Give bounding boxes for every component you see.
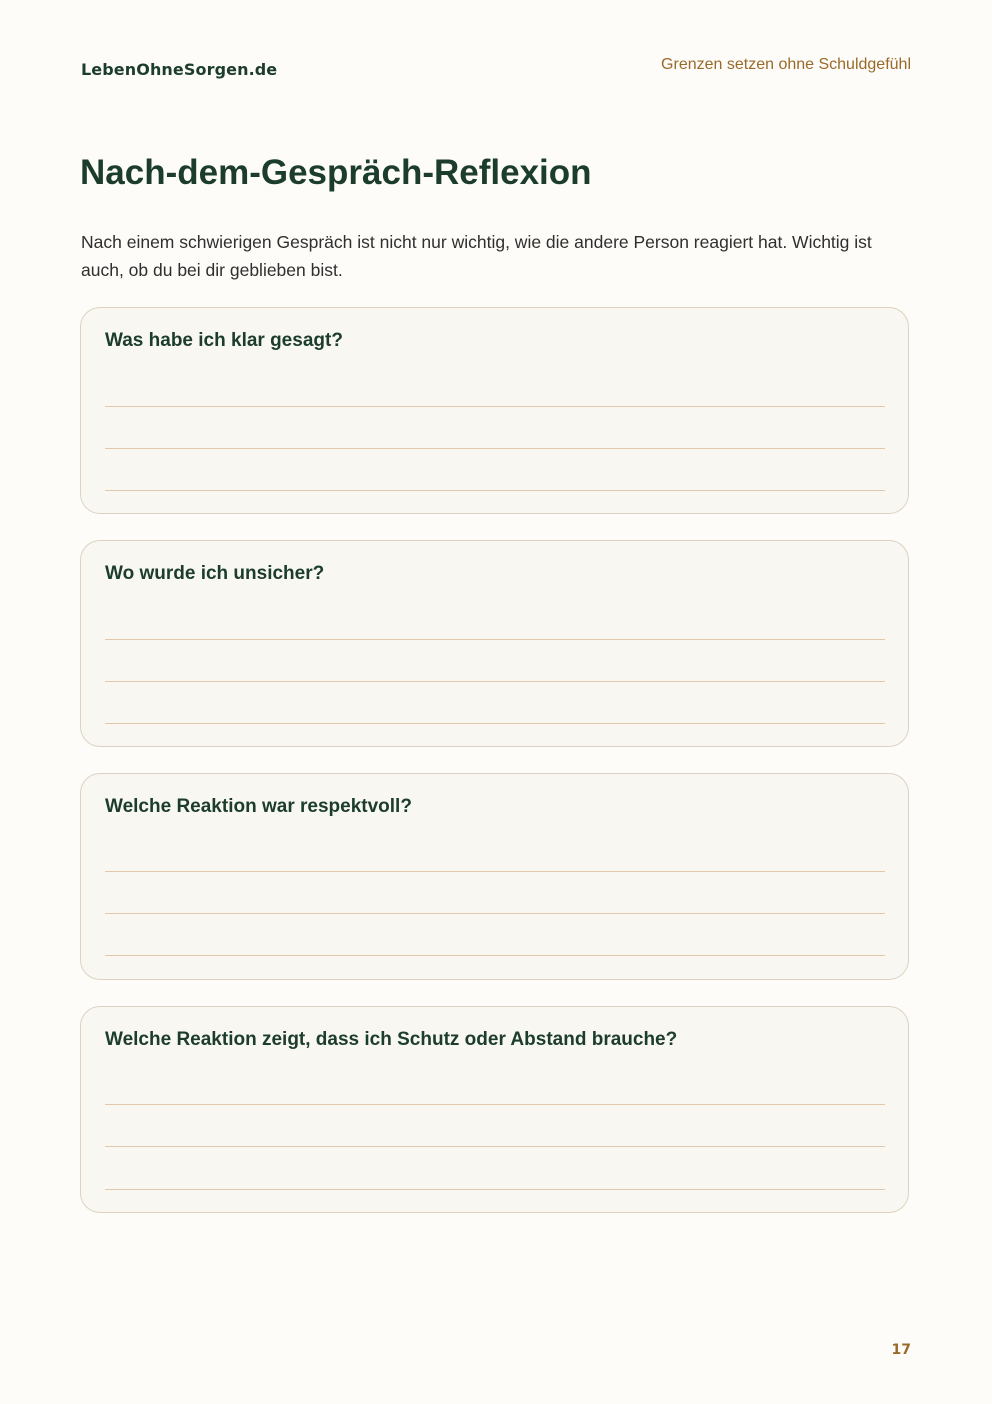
site-brand: LebenOhneSorgen.de [81, 60, 278, 79]
writing-line[interactable] [105, 955, 885, 956]
writing-line[interactable] [105, 639, 885, 640]
writing-line[interactable] [105, 1104, 885, 1105]
writing-line[interactable] [105, 490, 885, 491]
writing-line[interactable] [105, 681, 885, 682]
card-question: Welche Reaktion war respektvoll? [105, 796, 412, 817]
writing-line[interactable] [105, 1146, 885, 1147]
reflection-card-uncertainty [80, 540, 909, 747]
reflection-card-protection-distance [80, 1006, 909, 1213]
book-title: Grenzen setzen ohne Schuldgefühl [661, 56, 911, 73]
card-question: Wo wurde ich unsicher? [105, 563, 325, 584]
writing-line[interactable] [105, 913, 885, 914]
page-title: Nach-dem-Gespräch-Reflexion [80, 153, 592, 192]
reflection-card-respectful-reaction [80, 773, 909, 980]
page-number: 17 [891, 1342, 911, 1358]
intro-text: Nach einem schwierigen Gespräch ist nicht nur wichtig, wie die andere Person reagiert hat. Wichtig ist auch, ob du bei dir geblieben bist. [81, 232, 872, 280]
writing-line[interactable] [105, 448, 885, 449]
reflection-card-clear-statements [80, 307, 909, 514]
writing-line[interactable] [105, 871, 885, 872]
writing-line[interactable] [105, 1189, 885, 1190]
writing-line[interactable] [105, 406, 885, 407]
card-question: Was habe ich klar gesagt? [105, 330, 343, 351]
card-question: Welche Reaktion zeigt, dass ich Schutz oder Abstand brauche? [105, 1029, 678, 1050]
writing-line[interactable] [105, 723, 885, 724]
